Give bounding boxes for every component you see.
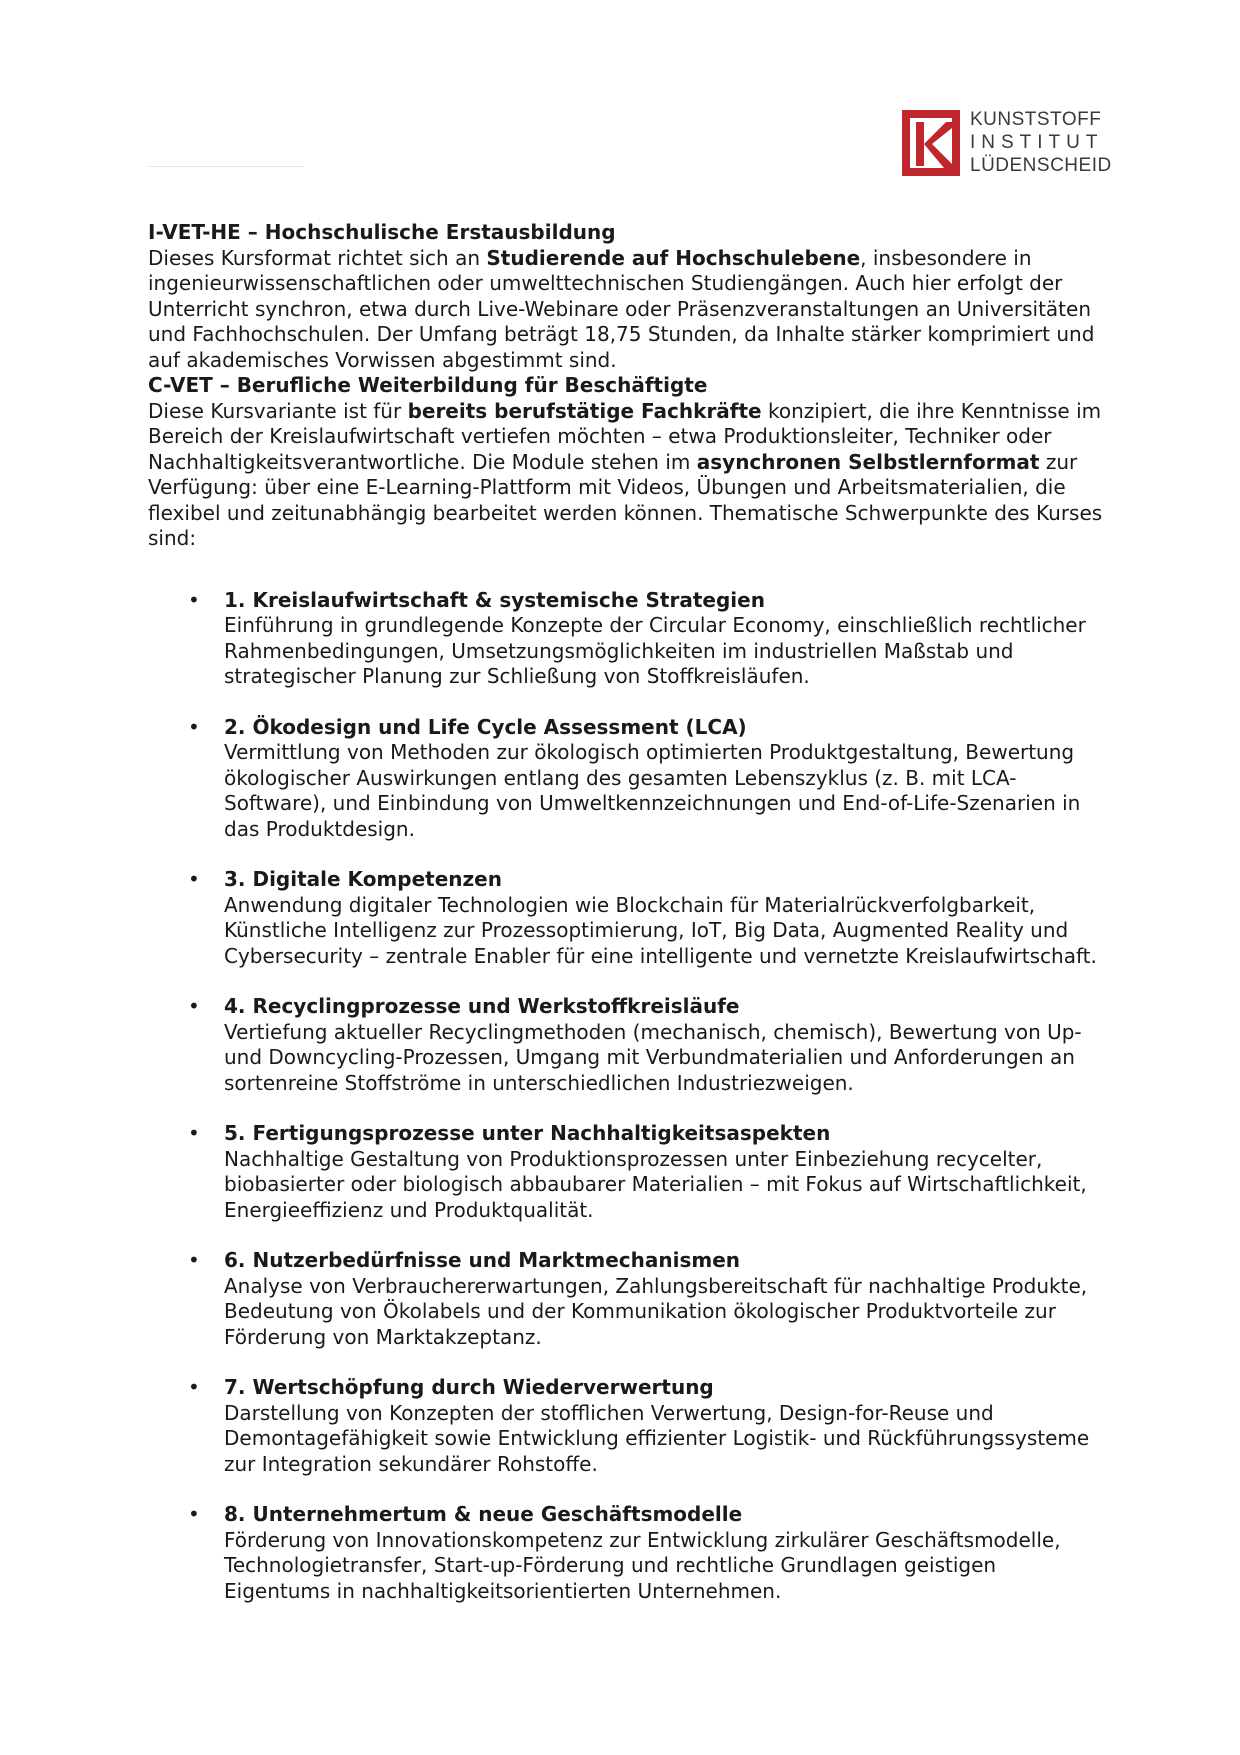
topic-description: Förderung von Innovationskompetenz zur Entwicklung zirkulärer Geschäftsmodelle, Technologietransfer, Start-up-Förderung und rechtliche Grundlagen geistigen Eigentums in nachhaltigkeitsorientierten Unternehmen.: [224, 1527, 1061, 1603]
header-divider: [148, 166, 303, 167]
topic-title: 7. Wertschöpfung durch Wiederverwertung: [224, 1375, 714, 1399]
topic-title: 8. Unternehmertum & neue Geschäftsmodelle: [224, 1502, 743, 1526]
bullet-icon: •: [188, 587, 200, 612]
topic-title: 6. Nutzerbedürfnisse und Marktmechanismen: [224, 1248, 741, 1272]
topic-description: Analyse von Verbrauchererwartungen, Zahlungsbereitschaft für nachhaltige Produkte, Bedeutung von Ökolabels und der Kommunikation ökologischer Produktvorteile zur Förderung von Marktakzeptanz.: [224, 1273, 1088, 1349]
ivet-heading: I-VET-HE – Hochschulische Erstausbildung: [148, 220, 616, 244]
cvet-heading: C-VET – Berufliche Weiterbildung für Beschäftigte: [148, 373, 708, 397]
topic-title: 1. Kreislaufwirtschaft & systemische Strategien: [224, 587, 765, 612]
bullet-icon: •: [188, 714, 200, 739]
topic-title: 4. Recyclingprozesse und Werkstoffkreisläufe: [224, 994, 740, 1018]
bullet-icon: •: [188, 867, 200, 891]
topic-title: 5. Fertigungsprozesse unter Nachhaltigkeitsaspekten: [224, 1121, 831, 1145]
topics-list: [148, 588, 1108, 1605]
list-item: [148, 715, 1108, 843]
cvet-text-a: Diese Kursvariante ist für: [148, 398, 408, 423]
topic-description: Darstellung von Konzepten der stofflichen Verwertung, Design-for-Reuse und Demontagefähigkeit sowie Entwicklung effizienter Logistik- und Rückführungssysteme zur Integration sekundärer Rohstoffe.: [224, 1400, 1090, 1476]
topic-title: 3. Digitale Kompetenzen: [224, 867, 502, 891]
bullet-icon: •: [188, 1248, 200, 1272]
document-body: [148, 220, 1108, 1629]
cvet-bold-a: bereits berufstätige Fachkräfte: [407, 398, 762, 423]
cvet-text-c: zur Verfügung: über eine E-Learning-Plattform mit Videos, Übungen und Arbeitsmaterialien, die flexibel und zeitunabhängig bearbeitet werden können. Thematische Schwerpunkte des Kurses sind:: [148, 449, 1103, 550]
list-item: [148, 1121, 1108, 1223]
list-item: [148, 994, 1108, 1096]
topic-description: Nachhaltige Gestaltung von Produktionsprozessen unter Einbeziehung recycelter, biobasierter oder biologisch abbaubarer Materialien – mit Fokus auf Wirtschaftlichkeit, Energieeffizienz und Produktqualität.: [224, 1146, 1087, 1222]
list-item: [148, 1375, 1108, 1477]
institute-logo: [902, 109, 1112, 176]
ivet-text-b: , insbesondere in ingenieurwissenschaftlichen oder umwelttechnischen Studiengängen. Auch hier erfolgt der Unterricht synchron, etwa durch Live-Webinare oder Präsenzveranstaltungen an Universitäten und Fachhochschulen. Der Umfang beträgt 18,75 Stunden, da Inhalte stärker komprimiert und auf akademisches Vorwissen abgestimmt sind.: [148, 245, 1095, 372]
topic-description: Vertiefung aktueller Recyclingmethoden (mechanisch, chemisch), Bewertung von Up- und Downcycling-Prozessen, Umgang mit Verbundmaterialien und Anforderungen an sortenreine Stoffströme in unterschiedlichen Industriezweigen.: [224, 1019, 1082, 1095]
list-item: [148, 1248, 1108, 1350]
topic-description: Anwendung digitaler Technologien wie Blockchain für Materialrückverfolgbarkeit, Künstliche Intelligenz zur Prozessoptimierung, IoT, Big Data, Augmented Reality und Cybersecurity – zentrale Enabler für eine intelligente und vernetzte Kreislaufwirtschaft.: [224, 892, 1097, 968]
topic-description: Einführung in grundlegende Konzepte der Circular Economy, einschließlich rechtlicher Rahmenbedingungen, Umsetzungsmöglichkeiten im industriellen Maßstab und strategischer Planung zur Schließung von Stoffkreisläufen.: [224, 613, 1086, 688]
logo-line-2: INSTITUT: [970, 132, 1104, 153]
list-item: [148, 867, 1108, 969]
k-logo-mark-icon: [902, 110, 960, 176]
topic-description: Vermittlung von Methoden zur ökologisch optimierten Produktgestaltung, Bewertung ökologischer Auswirkungen entlang des gesamten Lebenszyklus (z. B. mit LCA-Software), und Einbindung von Umweltkennzeichnungen und End-of-Life-Szenarien in das Produktdesign.: [224, 740, 1081, 841]
bullet-icon: •: [188, 1121, 200, 1145]
ivet-bold-a: Studierende auf Hochschulebene: [486, 245, 861, 270]
cvet-text-b: konzipiert, die ihre Kenntnisse im Bereich der Kreislaufwirtschaft vertiefen möchten – etwa Produktionsleiter, Techniker oder Nachhaltigkeitsverantwortliche. Die Module stehen im: [148, 398, 1102, 474]
ivet-paragraph: [148, 246, 1108, 374]
bullet-icon: •: [188, 994, 200, 1018]
logo-line-1: KUNSTSTOFF: [970, 109, 1102, 130]
cvet-bold-b: asynchronen Selbstlernformat: [696, 449, 1040, 474]
list-item: [148, 588, 1108, 690]
topic-title: 2. Ökodesign und Life Cycle Assessment (LCA): [224, 714, 747, 739]
bullet-icon: •: [188, 1375, 200, 1399]
bullet-icon: •: [188, 1502, 200, 1526]
list-item: [148, 1502, 1108, 1604]
logo-line-3: LÜDENSCHEID: [970, 155, 1112, 176]
logo-wordmark: [970, 108, 1112, 177]
ivet-text-a: Dieses Kursformat richtet sich an: [148, 245, 487, 270]
cvet-paragraph: [148, 399, 1108, 552]
